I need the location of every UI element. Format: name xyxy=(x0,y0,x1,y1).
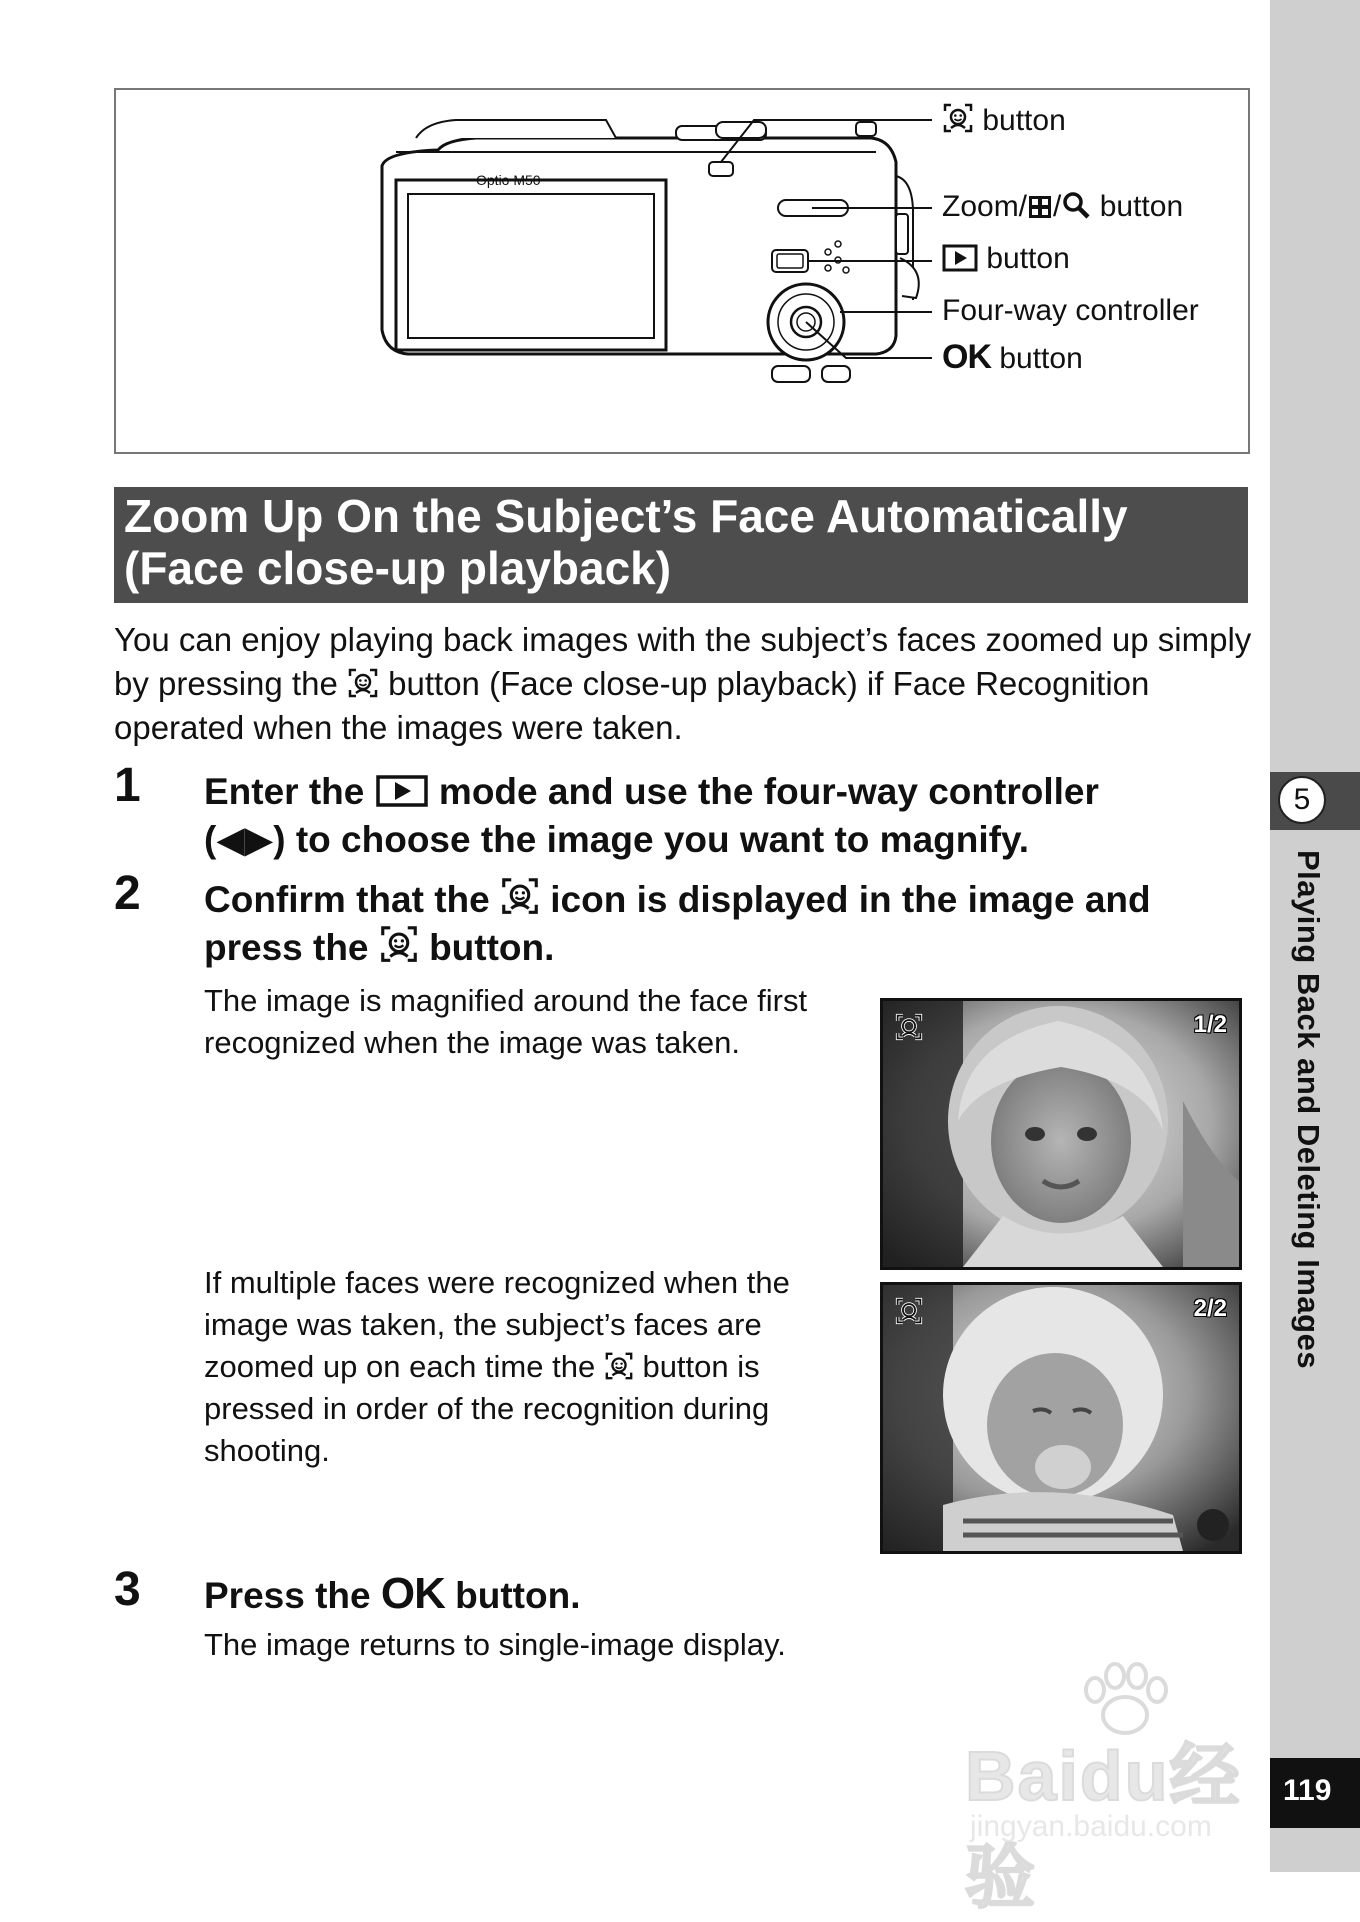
face-closeup-photo-1 xyxy=(880,998,1242,1270)
intro-paragraph xyxy=(114,618,1254,750)
step-2-line1 xyxy=(204,876,1254,924)
magnifier-icon xyxy=(1061,190,1091,220)
playback-button-label xyxy=(942,242,1070,276)
page-number: 119 xyxy=(1283,1774,1332,1807)
ok-glyph: OK xyxy=(942,338,991,376)
step-2-body-2-a: If multiple faces were recognized when the image was taken, the subject’s faces are zoomed up on each time the xyxy=(204,1265,790,1384)
step-2-line2 xyxy=(204,924,1254,972)
face-recognition-icon xyxy=(895,1013,923,1041)
zoom-slash: / xyxy=(1053,190,1062,223)
step-1-text xyxy=(204,768,1254,864)
child-portrait-image xyxy=(883,1001,1239,1267)
photo-2-counter: 2/2 xyxy=(1193,1295,1227,1322)
playback-icon xyxy=(942,244,978,272)
photo-1-counter: 1/2 xyxy=(1193,1011,1227,1038)
step-1-line1-b: mode and use the four-way controller xyxy=(438,771,1099,812)
section-title-line2: (Face close-up playback) xyxy=(124,542,672,594)
ok-button-label xyxy=(942,338,1083,377)
step-3-ok-glyph: OK xyxy=(380,1569,445,1618)
face-recognition-icon xyxy=(895,1297,923,1325)
zoom-button-label xyxy=(942,190,1183,224)
chapter-title: Playing Back and Deleting Images xyxy=(1291,850,1326,1370)
step-2-body-2 xyxy=(204,1262,854,1472)
intro-text-1: You can enjoy playing back images with the subject’s faces zoomed up simply by pressing the xyxy=(114,621,1252,702)
step-2-line2-b: button. xyxy=(429,927,555,968)
face-icon xyxy=(379,924,419,964)
camera-model-label: Optio M50 xyxy=(476,172,541,188)
step-1-line1 xyxy=(204,768,1254,816)
section-title-line1: Zoom Up On the Subject’s Face Automatically xyxy=(124,490,1128,542)
step-2-number: 2 xyxy=(114,867,141,920)
face-icon xyxy=(500,876,540,916)
playback-label-text: button xyxy=(986,242,1070,275)
face-icon xyxy=(942,102,974,134)
watermark-main: Baidu经验 xyxy=(965,1737,1242,1916)
step-3-body: The image returns to single-image display. xyxy=(204,1627,786,1662)
step-2-body-1: The image is magnified around the face first recognized when the image was taken. xyxy=(204,983,808,1060)
child-eating-image xyxy=(883,1285,1239,1551)
zoom-label-prefix: Zoom/ xyxy=(942,190,1028,223)
playback-icon xyxy=(375,774,429,808)
ok-label-text: button xyxy=(999,342,1083,375)
step-2-line1-b: icon is displayed in the image and xyxy=(550,879,1151,920)
step-3-text xyxy=(204,1570,1104,1620)
step-2-text xyxy=(204,876,1254,972)
camera-back-illustration xyxy=(116,90,1248,452)
zoom-label-suffix: button xyxy=(1099,190,1184,223)
step-1-line2: (◀▶) to choose the image you want to magnify. xyxy=(204,819,1030,860)
step-1-line1-a: Enter the xyxy=(204,771,365,812)
face-button-label xyxy=(942,102,1066,138)
baidu-watermark xyxy=(965,1660,1275,1916)
step-2-line1-a: Confirm that the xyxy=(204,879,490,920)
step-2-body-2-b: button is pressed in order of the recognition during shooting. xyxy=(204,1349,770,1468)
chapter-number: 5 xyxy=(1278,776,1326,824)
thumbnail-grid-icon xyxy=(1027,194,1053,220)
step-3-text-b: button. xyxy=(455,1575,581,1616)
watermark-sub: jingyan.baidu.com xyxy=(970,1810,1212,1843)
step-3-number: 3 xyxy=(114,1563,141,1616)
intro-text-2: button (Face close-up playback) if Face Recognition operated when the images were taken. xyxy=(114,665,1150,746)
face-button-label-text: button xyxy=(982,104,1066,137)
face-icon xyxy=(604,1351,634,1381)
step-2-line2-a: press the xyxy=(204,927,369,968)
face-closeup-photo-2 xyxy=(880,1282,1242,1554)
step-3-text-a: Press the xyxy=(204,1575,371,1616)
step-1-number: 1 xyxy=(114,759,141,812)
face-icon xyxy=(347,667,379,699)
section-title xyxy=(124,490,1244,594)
camera-diagram xyxy=(114,88,1250,454)
four-way-controller-label: Four-way controller xyxy=(942,294,1199,327)
